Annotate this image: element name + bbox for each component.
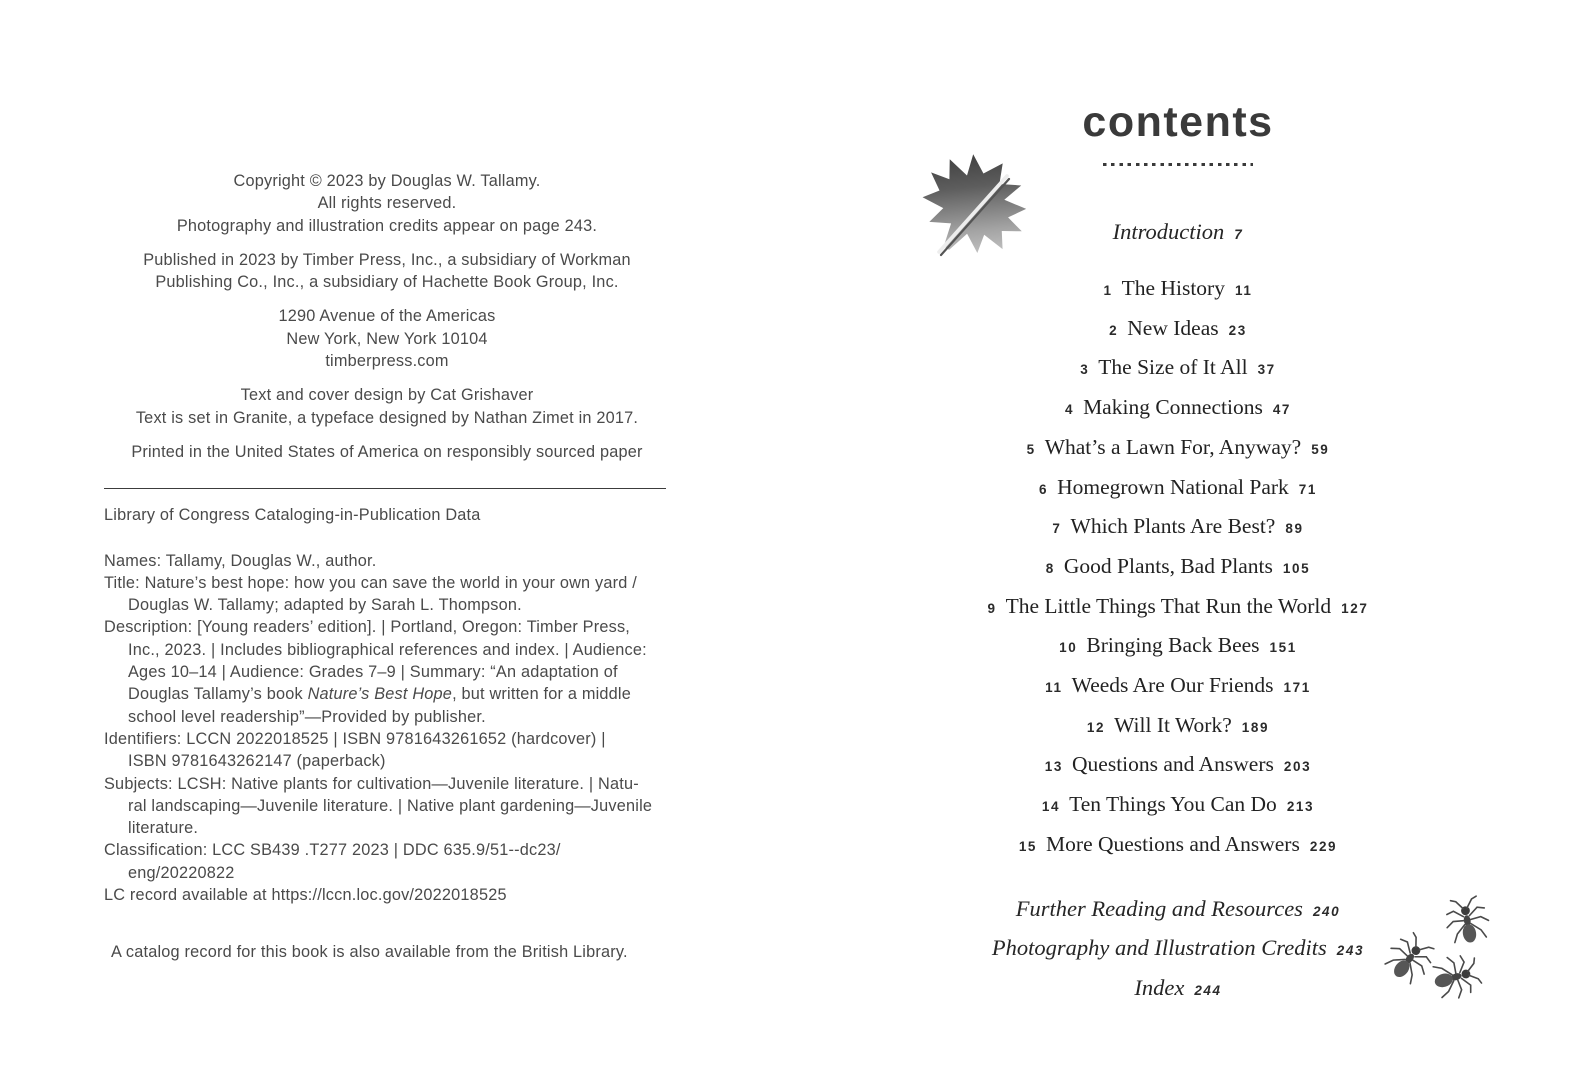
chapter-page: 23 bbox=[1228, 322, 1247, 338]
chapter-title: Bringing Back Bees bbox=[1086, 633, 1260, 658]
dotted-rule bbox=[1103, 163, 1253, 166]
cip-title-line: Title: Nature’s best hope: how you can save the world in your own yard / bbox=[104, 573, 637, 592]
chapter-page: 171 bbox=[1283, 680, 1311, 696]
british-library-note: A catalog record for this book is also available from the British Library. bbox=[111, 943, 628, 962]
toc-intro-page: 7 bbox=[1234, 227, 1244, 242]
chapter-number: 1 bbox=[1103, 283, 1113, 298]
backmatter-label: Index bbox=[1134, 974, 1185, 1000]
toc-chapter-list bbox=[897, 270, 1459, 866]
cip-classification-line: Classification: LCC SB439 .T277 2023 | DDC 635.9/51--dc23/ bbox=[104, 841, 561, 860]
toc-chapter-row bbox=[897, 667, 1459, 707]
chapter-title: More Questions and Answers bbox=[1046, 831, 1300, 856]
toc-chapter-row bbox=[897, 707, 1459, 747]
chapter-number: 12 bbox=[1086, 719, 1106, 735]
chapter-page: 105 bbox=[1282, 560, 1311, 576]
chapter-title: Questions and Answers bbox=[1072, 752, 1274, 777]
cip-subjects-line: ral landscaping—Juvenile literature. | Native plant gardening—Juvenile bbox=[128, 796, 653, 815]
typeface-line: Text is set in Granite, a typeface designed by Nathan Zimet in 2017. bbox=[135, 408, 639, 427]
address-block bbox=[104, 305, 670, 372]
toc-chapter-row bbox=[897, 310, 1459, 350]
chapter-number: 11 bbox=[1045, 680, 1063, 696]
chapter-number: 5 bbox=[1026, 441, 1036, 457]
chapter-title: Which Plants Are Best? bbox=[1070, 514, 1276, 539]
toc-chapter-row bbox=[897, 826, 1459, 866]
chapter-number: 6 bbox=[1039, 481, 1049, 497]
ant-icon bbox=[1380, 928, 1441, 989]
cip-summary-text: , but written for a middle bbox=[452, 685, 632, 704]
chapter-page: 213 bbox=[1286, 799, 1315, 815]
chapter-page: 89 bbox=[1285, 521, 1304, 537]
ant-icon bbox=[1443, 895, 1492, 946]
backmatter-page: 244 bbox=[1194, 982, 1222, 998]
chapter-number: 4 bbox=[1064, 402, 1075, 418]
rights-line: All rights reserved. bbox=[317, 194, 457, 213]
chapter-page: 229 bbox=[1309, 838, 1338, 854]
cip-identifiers-line: ISBN 9781643262147 (paperback) bbox=[128, 752, 386, 771]
chapter-page: 151 bbox=[1269, 640, 1297, 656]
chapter-number: 3 bbox=[1080, 362, 1090, 378]
chapter-page: 71 bbox=[1298, 481, 1317, 497]
address-line: New York, New York 10104 bbox=[286, 329, 488, 348]
chapter-number: 15 bbox=[1018, 838, 1038, 854]
chapter-title: Ten Things You Can Do bbox=[1069, 792, 1277, 817]
toc-chapter-row bbox=[897, 270, 1459, 310]
copyright-line: Copyright © 2023 by Douglas W. Tallamy. bbox=[233, 172, 541, 190]
printed-line: Printed in the United States of America on responsibly sourced paper bbox=[131, 442, 643, 461]
chapter-number: 9 bbox=[987, 600, 997, 616]
toc-chapter-row bbox=[897, 786, 1459, 826]
chapter-number: 8 bbox=[1045, 560, 1055, 576]
chapter-page: 203 bbox=[1283, 759, 1312, 775]
cip-subjects-line: Subjects: LCSH: Native plants for cultivation—Juvenile literature. | Natu- bbox=[104, 774, 639, 793]
toc-chapter-row bbox=[897, 389, 1459, 429]
address-line: 1290 Avenue of the Americas bbox=[278, 307, 496, 326]
cip-lc-record-line: LC record available at https://lccn.loc.gov/2022018525 bbox=[104, 886, 507, 905]
printed-block bbox=[104, 441, 670, 463]
chapter-title: Weeds Are Our Friends bbox=[1071, 673, 1274, 698]
chapter-number: 14 bbox=[1041, 799, 1061, 815]
chapter-page: 47 bbox=[1272, 402, 1292, 418]
cip-block bbox=[104, 550, 670, 907]
credits-line: Photography and illustration credits appear on page 243. bbox=[176, 216, 598, 235]
chapter-page: 37 bbox=[1257, 362, 1276, 378]
chapter-number: 2 bbox=[1109, 322, 1119, 338]
copyright-page bbox=[104, 170, 670, 964]
chapter-title: The Little Things That Run the World bbox=[1005, 593, 1332, 618]
toc-chapter-row bbox=[897, 508, 1459, 548]
toc-chapter-row bbox=[897, 588, 1459, 628]
design-credit-line: Text and cover design by Cat Grishaver bbox=[240, 386, 534, 405]
toc-chapter-row bbox=[897, 349, 1459, 389]
backmatter-page: 240 bbox=[1312, 903, 1341, 919]
chapter-title: What’s a Lawn For, Anyway? bbox=[1044, 434, 1302, 459]
backmatter-page: 243 bbox=[1336, 943, 1365, 959]
copyright-block bbox=[104, 170, 670, 237]
cip-title-line: Douglas W. Tallamy; adapted by Sarah L. Thompson. bbox=[128, 596, 522, 615]
ants-image bbox=[1368, 878, 1500, 1008]
toc-chapter-row bbox=[897, 429, 1459, 469]
chapter-title: The Size of It All bbox=[1098, 355, 1248, 380]
maple-leaf-image bbox=[903, 150, 1053, 272]
cip-summary-text: Douglas Tallamy’s book bbox=[128, 685, 308, 704]
cip-classification-line: eng/20220822 bbox=[128, 863, 235, 882]
toc-chapter-row bbox=[897, 627, 1459, 667]
toc-chapter-row bbox=[897, 469, 1459, 509]
chapter-number: 10 bbox=[1059, 640, 1078, 656]
design-credit-block bbox=[104, 384, 670, 429]
chapter-page: 127 bbox=[1341, 600, 1369, 616]
toc-chapter-row bbox=[897, 746, 1459, 786]
chapter-page: 11 bbox=[1234, 283, 1253, 298]
chapter-number: 7 bbox=[1052, 521, 1062, 537]
chapter-title: The History bbox=[1121, 276, 1225, 300]
publisher-line: Published in 2023 by Timber Press, Inc., a subsidiary of Workman bbox=[143, 250, 631, 269]
cip-names-line: Names: Tallamy, Douglas W., author. bbox=[104, 551, 377, 570]
chapter-title: Good Plants, Bad Plants bbox=[1063, 553, 1273, 578]
cip-description-line: Ages 10–14 | Audience: Grades 7–9 | Summary: “An adaptation of bbox=[128, 663, 618, 682]
chapter-page: 59 bbox=[1311, 441, 1330, 457]
chapter-title: New Ideas bbox=[1127, 315, 1219, 340]
chapter-number: 13 bbox=[1044, 759, 1064, 775]
cip-book-title-italic: Nature’s Best Hope bbox=[307, 685, 453, 704]
cip-description-line: Description: [Young readers’ edition]. | Portland, Oregon: Timber Press, bbox=[104, 618, 631, 637]
cip-subjects-line: literature. bbox=[128, 819, 199, 838]
page-title: contents bbox=[1082, 98, 1274, 146]
section-divider-rule bbox=[104, 488, 666, 489]
chapter-title: Making Connections bbox=[1083, 395, 1263, 420]
cip-description-line: school level readership”—Provided by publisher. bbox=[128, 707, 486, 726]
ant-icon bbox=[1429, 950, 1484, 1003]
cip-description-line bbox=[104, 683, 670, 705]
publisher-block bbox=[104, 249, 670, 294]
cip-heading: Library of Congress Cataloging-in-Publication Data bbox=[104, 506, 481, 525]
chapter-page: 189 bbox=[1241, 719, 1270, 735]
backmatter-label: Further Reading and Resources bbox=[1015, 895, 1303, 921]
backmatter-label: Photography and Illustration Credits bbox=[991, 935, 1327, 961]
chapter-title: Homegrown National Park bbox=[1057, 474, 1289, 499]
toc-chapter-row bbox=[897, 548, 1459, 588]
cip-identifiers-line: Identifiers: LCCN 2022018525 | ISBN 9781643261652 (hardcover) | bbox=[104, 729, 606, 748]
toc-intro-label: Introduction bbox=[1112, 219, 1225, 244]
chapter-title: Will It Work? bbox=[1114, 712, 1232, 737]
cip-description-line: Inc., 2023. | Includes bibliographical references and index. | Audience: bbox=[128, 640, 647, 659]
publisher-line: Publishing Co., Inc., a subsidiary of Hachette Book Group, Inc. bbox=[155, 273, 619, 292]
publisher-website: timberpress.com bbox=[325, 352, 449, 371]
